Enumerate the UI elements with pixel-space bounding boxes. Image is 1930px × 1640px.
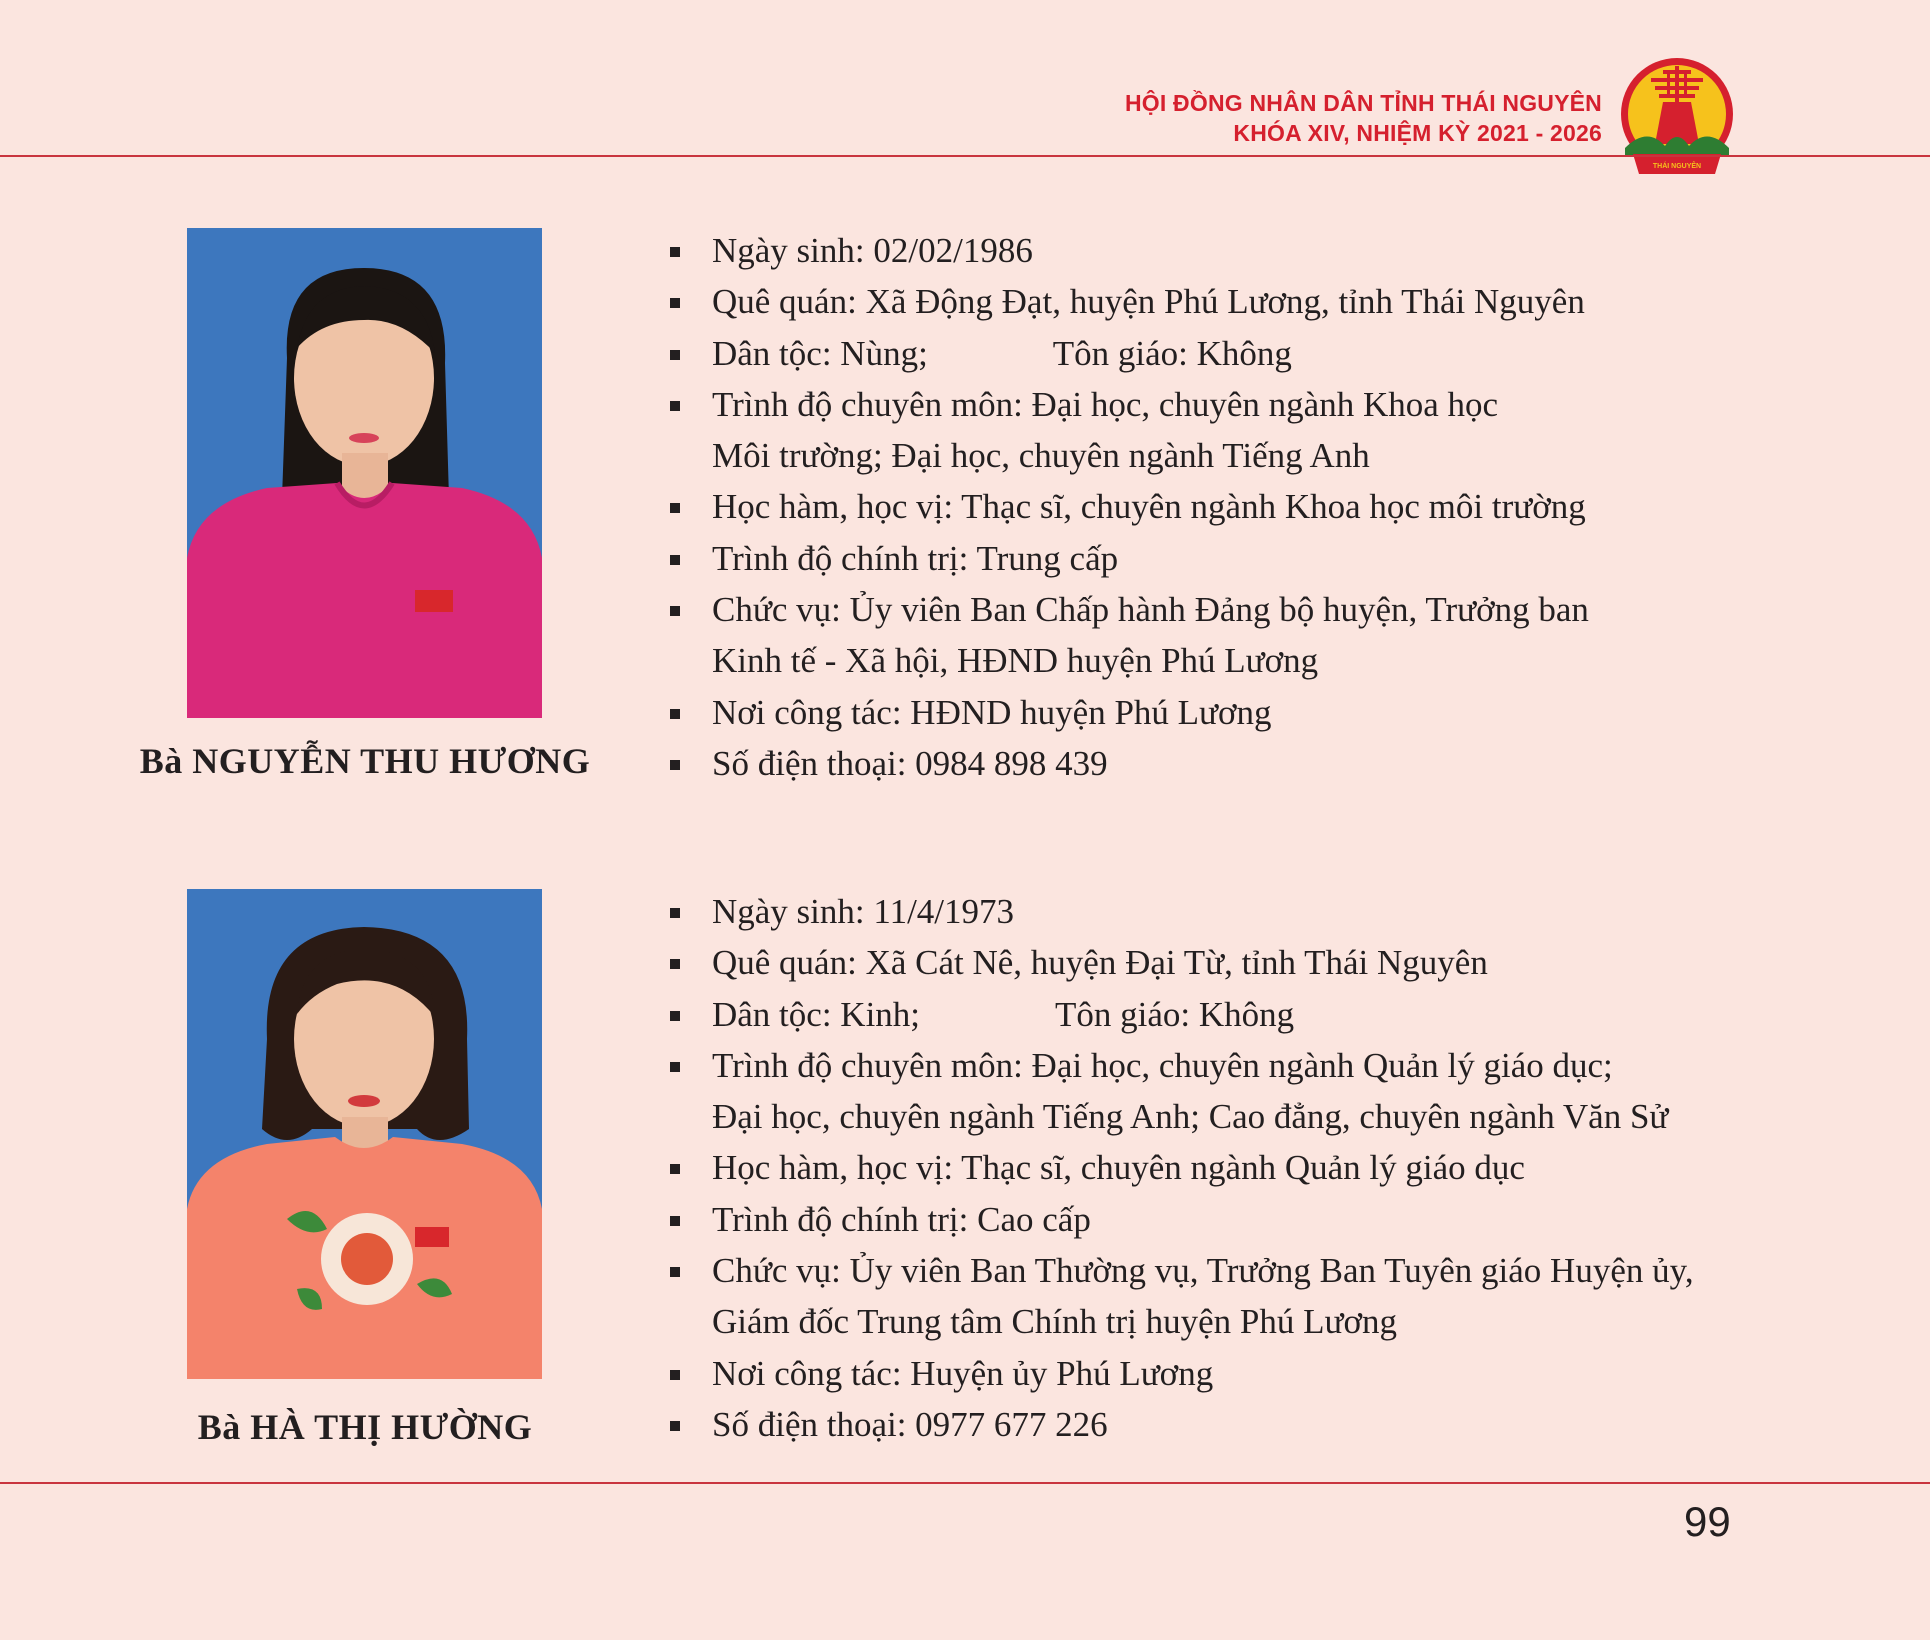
politics-item: Trình độ chính trị: Cao cấp: [663, 1194, 1694, 1245]
emblem-text: THÁI NGUYÊN: [1652, 163, 1702, 170]
ethnicity-text: Dân tộc: Kinh;: [712, 994, 921, 1034]
header-divider: [0, 155, 1930, 157]
council-emblem-icon: [1617, 56, 1737, 182]
position-item-continued: Giám đốc Trung tâm Chính trị huyện Phú Lương: [712, 1302, 1397, 1342]
dob-item: Ngày sinh: 02/02/1986: [663, 225, 1589, 276]
info-list-2: [663, 886, 1694, 1450]
page-number: 99: [1684, 1498, 1731, 1545]
hometown-item: Quê quán: Xã Cát Nê, huyện Đại Từ, tỉnh Thái Nguyên: [663, 937, 1694, 988]
expertise-item-continued: Môi trường; Đại học, chuyên ngành Tiếng Anh: [712, 436, 1370, 476]
header-council-title: HỘI ĐỒNG NHÂN DÂN TỈNH THÁI NGUYÊN: [1124, 90, 1602, 116]
phone-item: Số điện thoại: 0977 677 226: [663, 1399, 1694, 1450]
expertise-item: Trình độ chuyên môn: Đại học, chuyên ngành Quản lý giáo dục;: [663, 1040, 1694, 1091]
position-item: Chức vụ: Ủy viên Ban Thường vụ, Trưởng Ban Tuyên giáo Huyện ủy,: [663, 1245, 1694, 1296]
position-item-continued: Kinh tế - Xã hội, HĐND huyện Phú Lương: [712, 641, 1319, 681]
workplace-item: Nơi công tác: Huyện ủy Phú Lương: [663, 1348, 1694, 1399]
page-header: [1125, 88, 1602, 148]
phone-item: Số điện thoại: 0984 898 439: [663, 738, 1589, 789]
header-term-title: KHÓA XIV, NHIỆM KỲ 2021 - 2026: [1233, 120, 1602, 146]
hometown-item: Quê quán: Xã Động Đạt, huyện Phú Lương, tỉnh Thái Nguyên: [663, 276, 1589, 327]
position-item: Chức vụ: Ủy viên Ban Chấp hành Đảng bộ huyện, Trưởng ban: [663, 584, 1589, 635]
degree-item: Học hàm, học vị: Thạc sĩ, chuyên ngành Quản lý giáo dục: [663, 1142, 1694, 1193]
person-name-1: Bà NGUYỄN THU HƯƠNG: [139, 741, 591, 781]
ethnicity-religion-item: [663, 328, 1589, 379]
degree-item: Học hàm, học vị: Thạc sĩ, chuyên ngành Khoa học môi trường: [663, 481, 1589, 532]
info-list-1: [663, 225, 1589, 789]
dob-item: Ngày sinh: 11/4/1973: [663, 886, 1694, 937]
workplace-item: Nơi công tác: HĐND huyện Phú Lương: [663, 687, 1589, 738]
ethnicity-religion-item: [663, 989, 1694, 1040]
portrait-photo-2: [187, 889, 542, 1379]
ethnicity-text: Dân tộc: Nùng;: [712, 333, 928, 373]
expertise-item: Trình độ chuyên môn: Đại học, chuyên ngành Khoa học: [663, 379, 1589, 430]
religion-text: Tôn giáo: Không: [1055, 994, 1295, 1034]
portrait-photo-1: [187, 228, 542, 718]
religion-text: Tôn giáo: Không: [1052, 333, 1292, 373]
footer-divider: [0, 1482, 1930, 1484]
expertise-item-continued: Đại học, chuyên ngành Tiếng Anh; Cao đẳng, chuyên ngành Văn Sử: [712, 1097, 1669, 1137]
person-name-2: Bà HÀ THỊ HƯỜNG: [197, 1407, 533, 1447]
politics-item: Trình độ chính trị: Trung cấp: [663, 533, 1589, 584]
